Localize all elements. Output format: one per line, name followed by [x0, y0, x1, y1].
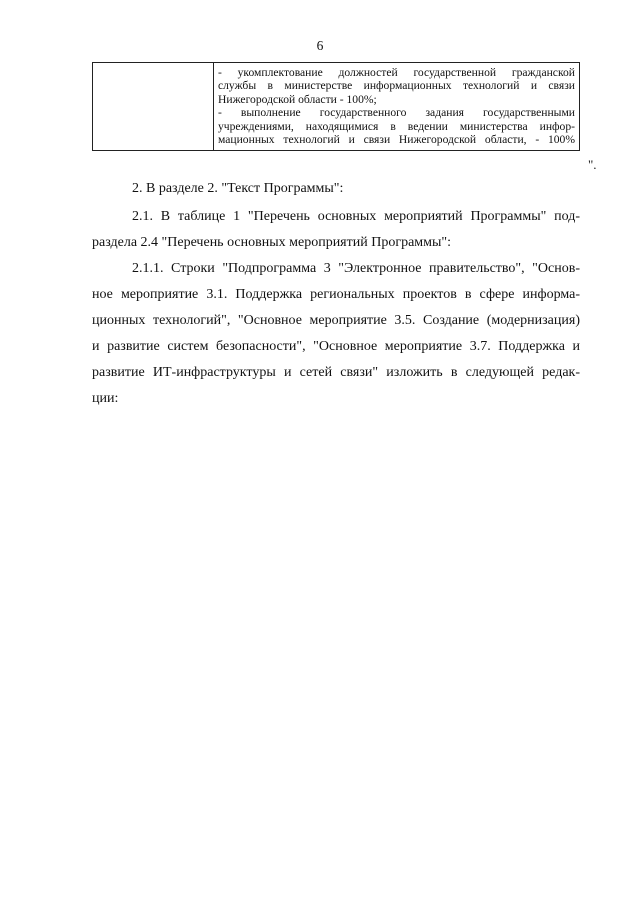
table-cell-line: - выполнение государственного задания государственными: [218, 106, 575, 120]
paragraph-line: и развитие систем безопасности", "Основное мероприятие 3.7. Поддержка и: [92, 339, 580, 354]
paragraph-line: ции:: [92, 391, 119, 406]
paragraph-2-1: [92, 204, 580, 256]
paragraph-line: ционных технологий", "Основное мероприятие 3.5. Создание (модернизация): [92, 313, 580, 328]
continuation-table: [92, 62, 580, 151]
paragraph-line: 2. В разделе 2. "Текст Программы":: [132, 181, 344, 196]
paragraph-line: развитие ИТ-инфраструктуры и сетей связи" изложить в следующей редак-: [92, 365, 580, 380]
table-cell-line: мационных технологий и связи Нижегородской области, - 100%: [218, 133, 575, 147]
table-cell-line: учреждениями, находящимися в ведении министерства инфор-: [218, 119, 575, 133]
table-row: [93, 63, 580, 151]
table-cell-indicators: [214, 63, 580, 151]
table-cell-line: службы в министерстве информационных технологий и связи: [218, 79, 575, 93]
table-cell-empty: [93, 63, 214, 151]
paragraph-line: 2.1.1. Строки "Подпрограмма 3 "Электронное правительство", "Основ-: [132, 261, 580, 276]
paragraph-line: ное мероприятие 3.1. Поддержка региональных проектов в сфере информа-: [92, 287, 580, 302]
page-number: 6: [316, 38, 324, 53]
table-cell-line: - укомплектование должностей государственной гражданской: [218, 66, 575, 79]
paragraph-line: раздела 2.4 "Перечень основных мероприятий Программы":: [92, 235, 452, 250]
paragraph-line: 2.1. В таблице 1 "Перечень основных мероприятий Программы" под-: [132, 209, 580, 224]
closing-quote-mark: ".: [588, 157, 597, 172]
table-cell-line: Нижегородской области - 100%;: [218, 92, 377, 106]
paragraph-section-2: [92, 176, 580, 202]
paragraph-2-1-1: [92, 256, 580, 412]
